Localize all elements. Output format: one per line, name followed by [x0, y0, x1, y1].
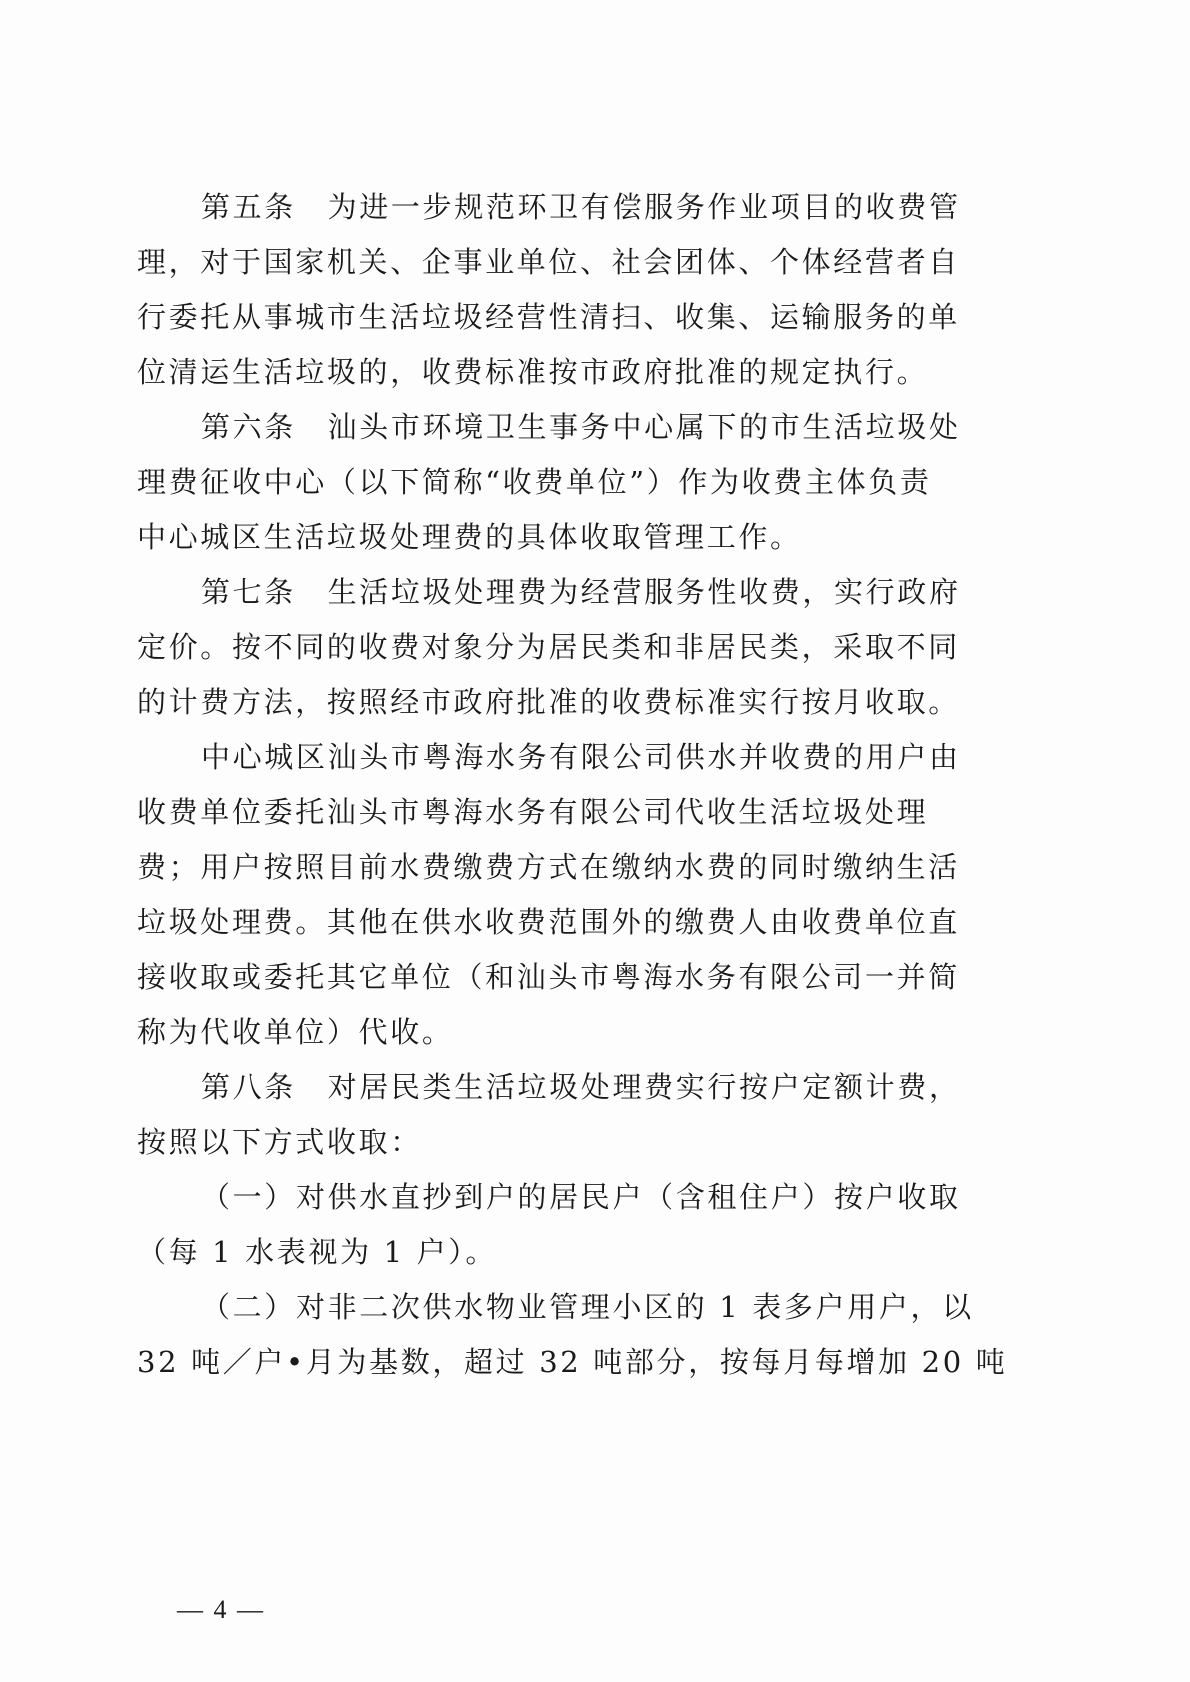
text-line: （二）对非二次供水物业管理小区的 1 表多户用户，以 [201, 1290, 974, 1324]
text-line: 中心城区生活垃圾处理费的具体收取管理工作。 [137, 520, 802, 554]
text-line: 定价。按不同的收费对象分为居民类和非居民类，采取不同 [137, 630, 960, 664]
text-line: 第五条 为进一步规范环卫有偿服务作业项目的收费管 [201, 190, 961, 224]
text-line: 的计费方法，按照经市政府批准的收费标准实行按月收取。 [137, 685, 960, 719]
text-line: 理费征收中心（以下简称“收费单位”）作为收费主体负责 [137, 465, 932, 499]
text-line: 中心城区汕头市粤海水务有限公司供水并收费的用户由 [201, 740, 961, 774]
text-line: 费；用户按照目前水费缴费方式在缴纳水费的同时缴纳生活 [137, 850, 960, 884]
text-line: （每 1 水表视为 1 户）。 [137, 1235, 498, 1269]
text-line: 32 吨／户•月为基数，超过 32 吨部分，按每月每增加 20 吨 [137, 1345, 1008, 1379]
text-line: 收费单位委托汕头市粤海水务有限公司代收生活垃圾处理 [137, 795, 929, 829]
text-line: 理，对于国家机关、企事业单位、社会团体、个体经营者自 [137, 245, 960, 279]
text-line: 第六条 汕头市环境卫生事务中心属下的市生活垃圾处 [201, 410, 961, 444]
text-line: 按照以下方式收取： [137, 1125, 422, 1159]
text-line: （一）对供水直抄到户的居民户（含租住户）按户收取 [201, 1180, 961, 1214]
text-line: 第八条 对居民类生活垃圾处理费实行按户定额计费， [201, 1070, 961, 1104]
text-line: 行委托从事城市生活垃圾经营性清扫、收集、运输服务的单 [137, 300, 960, 334]
text-line: 第七条 生活垃圾处理费为经营服务性收费，实行政府 [201, 575, 961, 609]
page-number: — 4 — [177, 1595, 265, 1624]
text-line: 称为代收单位）代收。 [137, 1015, 454, 1049]
text-line: 垃圾处理费。其他在供水收费范围外的缴费人由收费单位直 [137, 905, 960, 939]
text-line: 位清运生活垃圾的，收费标准按市政府批准的规定执行。 [137, 355, 929, 389]
text-line: 接收取或委托其它单位（和汕头市粤海水务有限公司一并简 [137, 960, 960, 994]
